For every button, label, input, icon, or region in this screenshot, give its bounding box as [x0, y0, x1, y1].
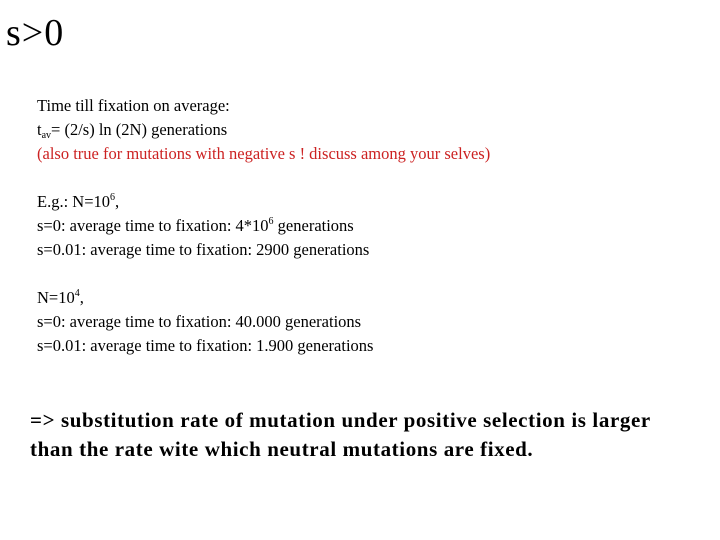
- example-selected-line: s=0.01: average time to fixation: 2900 generations: [37, 240, 370, 259]
- formula-t: t: [37, 120, 42, 139]
- example-n-exponent: 6: [110, 192, 116, 203]
- small-n-comma: ,: [79, 288, 84, 307]
- example-small-n-block: [37, 286, 373, 358]
- fixation-time-block: [37, 94, 490, 166]
- small-n-text: N=10: [37, 288, 75, 307]
- conclusion-line-1: => substitution rate of mutation under positive selection is larger: [30, 408, 651, 432]
- conclusion-text: [30, 406, 651, 464]
- small-n-exponent: 4: [74, 288, 80, 299]
- slide-title: s>0: [6, 12, 65, 54]
- example-neutral-suffix: generations: [273, 216, 354, 235]
- fixation-heading: Time till fixation on average:: [37, 96, 230, 115]
- conclusion-line-2: than the rate wite which neutral mutations are fixed.: [30, 437, 534, 461]
- example-n-comma: ,: [115, 192, 120, 211]
- example-neutral-line: [37, 214, 369, 238]
- small-n-line: [37, 286, 373, 310]
- example-n-text: E.g.: N=10: [37, 192, 111, 211]
- example-large-n-block: [37, 190, 369, 262]
- example-neutral-exponent: 6: [268, 216, 274, 227]
- formula-rest: = (2/s) ln (2N) generations: [51, 120, 228, 139]
- small-n-selected-line: s=0.01: average time to fixation: 1.900 generations: [37, 336, 374, 355]
- example-n-line: [37, 190, 369, 214]
- small-n-neutral-line: s=0: average time to fixation: 40.000 generations: [37, 312, 362, 331]
- example-neutral-text: s=0: average time to fixation: 4*10: [37, 216, 269, 235]
- negative-s-note: (also true for mutations with negative s ! discuss among your selves): [37, 144, 491, 163]
- formula-subscript: av: [41, 130, 52, 141]
- fixation-formula: [37, 118, 490, 142]
